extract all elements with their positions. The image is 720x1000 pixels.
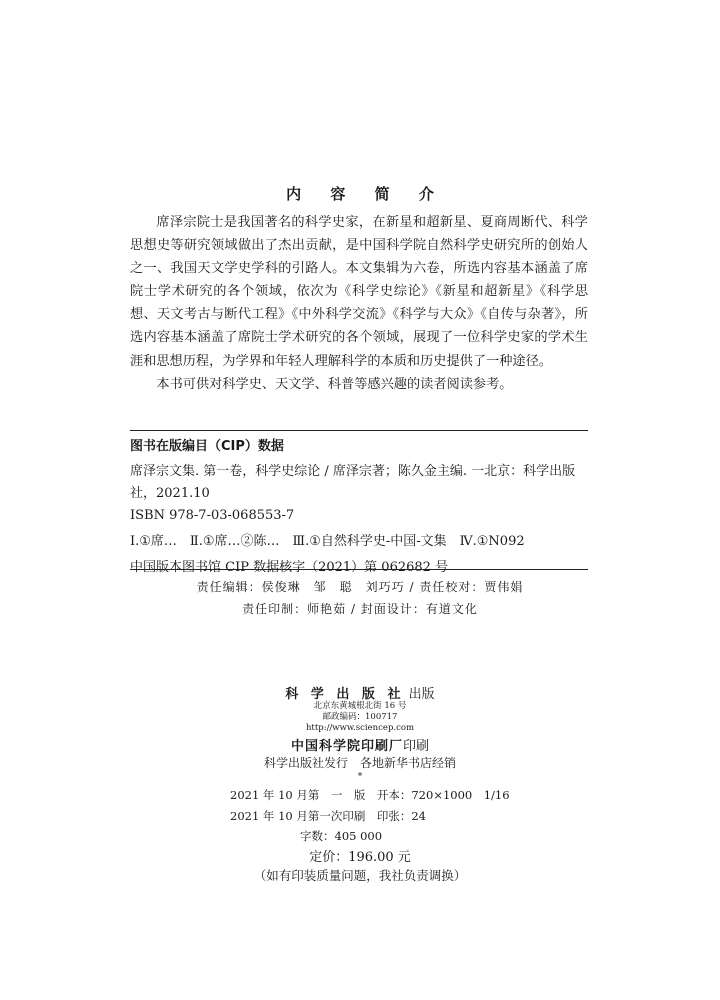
intro-paragraph-1: 席泽宗院士是我国著名的科学史家，在新星和超新星、夏商周断代、科学思想史等研究领域做出了杰出贡献，是中国科学院自然科学史研究所的创始人之一、我国天文学史学科的引路人。本文集辑为六卷，所选内容基本涵盖了席院士学术研究的各个领域，依次为《科学史综论》《新星和超新星》《科学思想、天文考古与断代工程》《中外科学交流》《科学与大众》《自传与杂著》，所选内容基本涵盖了席院士学术研究的各个领域，展现了一位科学史家的学术生涯和思想历程，为学界和年轻人理解科学的本质和历史提供了一种途径。 bbox=[130, 215, 588, 369]
printing-line: 2021 年 10 月第一次印刷 印张：24 bbox=[230, 809, 426, 823]
printer-line bbox=[0, 735, 720, 754]
printer-suffix: 印刷 bbox=[403, 739, 430, 754]
publisher-line bbox=[0, 683, 720, 702]
publisher-postcode: 邮政编码：100717 bbox=[322, 712, 398, 722]
cip-top-rule bbox=[130, 430, 588, 431]
publisher-suffix: 出版 bbox=[408, 687, 435, 702]
editor-credits: 责任编辑：侯俊琳 邹 聪 刘巧巧 / 责任校对：贾伟娟 bbox=[196, 580, 524, 594]
intro-paragraph-2: 本书可供对科学史、天文学、科普等感兴趣的读者阅读参考。 bbox=[156, 376, 513, 392]
cip-classification: Ⅰ.①席… Ⅱ.①席…②陈… Ⅲ.①自然科学史-中国-文集 Ⅳ.①N092 bbox=[130, 534, 525, 549]
publisher-address: 北京东黄城根北街 16 号 bbox=[313, 701, 407, 711]
intro-title: 内 容 简 介 bbox=[286, 185, 446, 203]
intro-body bbox=[130, 211, 588, 396]
cip-bottom-rule bbox=[130, 569, 588, 570]
price-line: 定价：196.00 元 bbox=[309, 850, 411, 865]
production-credits: 责任印制：师艳茹 / 封面设计：有道文化 bbox=[242, 602, 478, 616]
edition-line: 2021 年 10 月第 一 版 开本：720×1000 1/16 bbox=[230, 788, 510, 802]
publisher-name: 科 学 出 版 社 bbox=[285, 687, 405, 702]
distribution-line: 科学出版社发行 各地新华书店经销 bbox=[263, 756, 456, 770]
cip-record: 席泽宗文集. 第一卷，科学史综论 / 席泽宗著；陈久金主编. 一北京：科学出版社，2021.10 bbox=[130, 464, 576, 501]
publisher-website: http://www.sciencep.com bbox=[305, 723, 415, 733]
quality-notice: （如有印装质量问题，我社负责调换） bbox=[253, 868, 467, 883]
word-count-line: 字数：405 000 bbox=[300, 829, 383, 843]
printer-name: 中国科学院印刷厂 bbox=[290, 739, 403, 754]
separator-mark: * bbox=[357, 772, 363, 782]
cip-block bbox=[130, 436, 588, 579]
cip-heading: 图书在版编目（CIP）数据 bbox=[130, 439, 284, 454]
cip-isbn: ISBN 978-7-03-068553-7 bbox=[130, 508, 295, 523]
cip-number: 中国版本图书馆 CIP 数据核字（2021）第 062682 号 bbox=[130, 560, 449, 575]
